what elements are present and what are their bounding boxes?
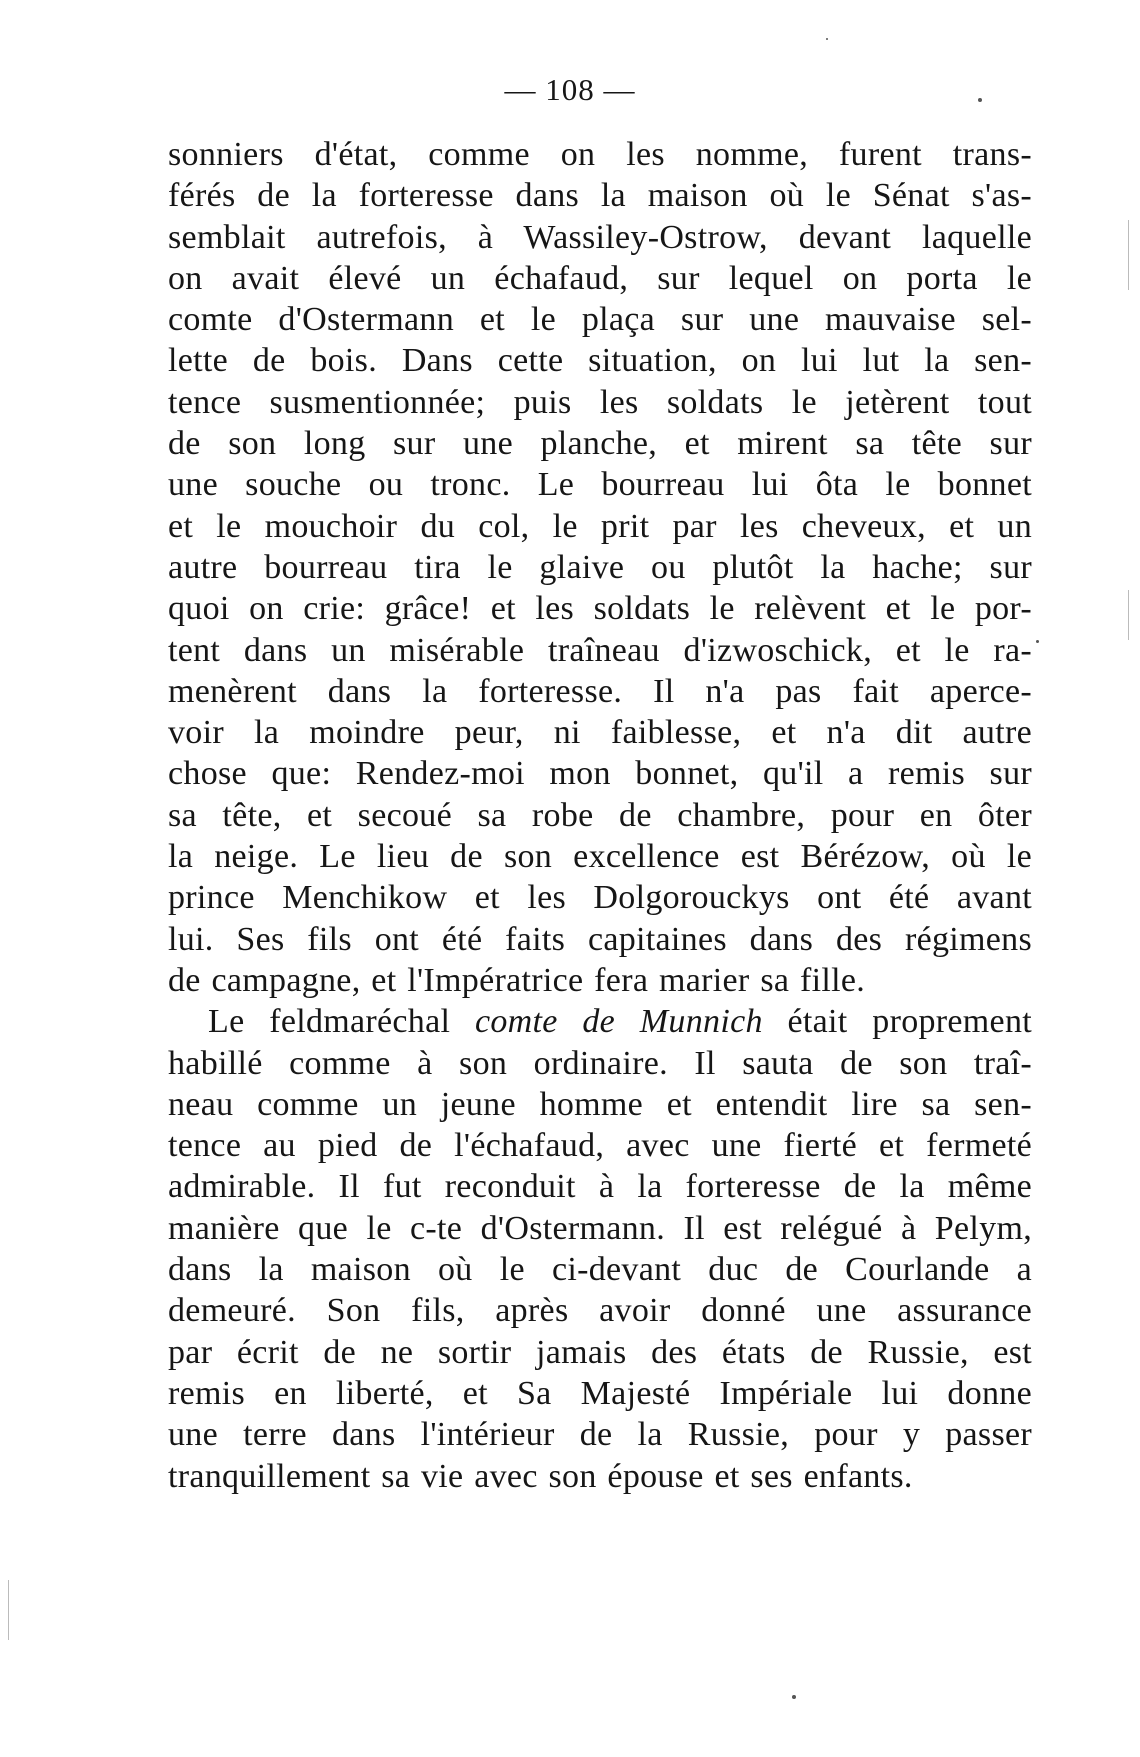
- text-line: la neige. Le lieu de son excellence est Bérézow, où le: [168, 838, 1032, 876]
- text-line: sonniers d'état, comme on les nomme, furent trans-: [168, 136, 1032, 173]
- text-line: on avait élevé un échafaud, sur lequel on porta le: [168, 259, 1032, 297]
- paragraph-2-first-line: [168, 1001, 1032, 1042]
- text-line: de campagne, et l'Impératrice fera marier sa fille.: [168, 961, 866, 999]
- text-line: manière que le c-te d'Ostermann. Il est relégué à Pelym,: [168, 1209, 1032, 1247]
- text-line: demeuré. Son fils, après avoir donné une assurance: [168, 1292, 1032, 1330]
- text-line: dans la maison où le ci-devant duc de Courlande a: [168, 1251, 1032, 1289]
- text-line: admirable. Il fut reconduit à la forteresse de la même: [168, 1168, 1032, 1206]
- text-line: semblait autrefois, à Wassiley-Ostrow, devant laquelle: [168, 218, 1032, 256]
- text-line: par écrit de ne sortir jamais des états de Russie, est: [168, 1333, 1032, 1371]
- text-line: quoi on crie: grâce! et les soldats le relèvent et le por-: [168, 590, 1032, 628]
- italic-name: comte de Munnich: [474, 1003, 763, 1041]
- text-line: et le mouchoir du col, le prit par les cheveux, et un: [168, 507, 1032, 545]
- text-line: chose que: Rendez-moi mon bonnet, qu'il a remis sur: [168, 755, 1032, 793]
- scan-edge-mark: [1128, 590, 1129, 640]
- text-line: voir la moindre peur, ni faiblesse, et n'a dit autre: [168, 714, 1032, 752]
- text-line: tence susmentionnée; puis les soldats le jetèrent tout: [168, 383, 1032, 421]
- text-line: tence au pied de l'échafaud, avec une fierté et fermeté: [168, 1127, 1032, 1165]
- text-line: une souche ou tronc. Le bourreau lui ôta le bonnet: [168, 466, 1032, 504]
- scan-speck: [792, 1695, 796, 1699]
- text-run: était proprement: [762, 1003, 1032, 1041]
- scan-edge-mark: [1128, 220, 1129, 290]
- text-line: neau comme un jeune homme et entendit lire sa sen-: [168, 1085, 1032, 1123]
- text-line: lui. Ses fils ont été faits capitaines dans des régimens: [168, 920, 1032, 958]
- text-line: lette de bois. Dans cette situation, on lui lut la sen-: [168, 342, 1032, 380]
- text-line: tent dans un misérable traîneau d'izwoschick, et le ra-: [168, 631, 1032, 669]
- text-line: prince Menchikow et les Dolgorouckys ont été avant: [168, 879, 1032, 917]
- paragraph-1: [168, 134, 1032, 1001]
- text-line: autre bourreau tira le glaive ou plutôt la hache; sur: [168, 548, 1032, 586]
- text-line: habillé comme à son ordinaire. Il sauta de son traî-: [168, 1044, 1032, 1082]
- text-line: comte d'Ostermann et le plaça sur une mauvaise sel-: [168, 301, 1032, 339]
- text-line: une terre dans l'intérieur de la Russie, pour y passer: [168, 1416, 1032, 1454]
- text-line: menèrent dans la forteresse. Il n'a pas fait aperce-: [168, 672, 1032, 710]
- text-line: de son long sur une planche, et mirent sa tête sur: [168, 425, 1032, 463]
- text-line: sa tête, et secoué sa robe de chambre, pour en ôter: [168, 796, 1032, 834]
- scan-edge-mark: [8, 1580, 9, 1640]
- text-line: tranquillement sa vie avec son épouse et ses enfants.: [168, 1457, 913, 1495]
- text-run: Le feldmaréchal: [208, 1003, 475, 1041]
- scan-speck: [978, 98, 982, 102]
- page-number: — 108 —: [504, 72, 636, 107]
- body-text: [168, 134, 1032, 1497]
- text-line: remis en liberté, et Sa Majesté Impériale lui donne: [168, 1374, 1032, 1412]
- scan-speck: [1036, 640, 1039, 643]
- scan-speck: [826, 38, 828, 40]
- text-line: férés de la forteresse dans la maison où le Sénat s'as-: [168, 177, 1032, 215]
- paragraph-2: [168, 1001, 1032, 1497]
